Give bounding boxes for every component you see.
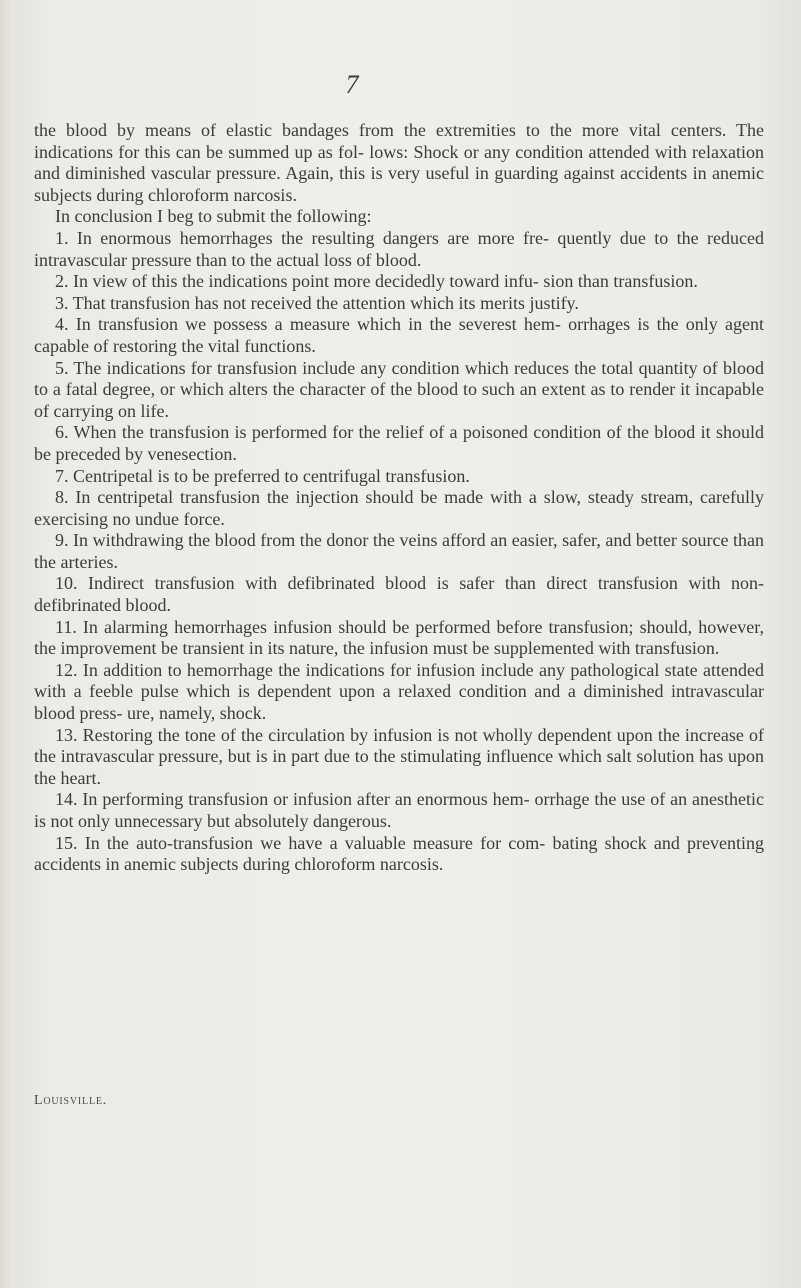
conclusion-item-13: 13. Restoring the tone of the circulation by infusion is not wholly dependent upon the increase of the intravascular pressure, but is in part due to the stimulating influence which salt solution has upon the heart. (34, 724, 764, 788)
intro-paragraph: the blood by means of elastic bandages from the extremities to the more vital centers. The indications for this can be summed up as fol- lows: Shock or any condition attended with relaxation and diminished vascular pressure. Again, this is very useful in guarding against accidents in anemic subjects during chloroform narcosis. (34, 120, 764, 205)
conclusion-item-5: 5. The indications for transfusion include any condition which reduces the total quantity of blood to a fatal degree, or which alters the character of the blood to such an extent as to render it incapable of carrying on life. (34, 357, 764, 421)
page-binding-edge (0, 0, 14, 1288)
conclusion-item-11: 11. In alarming hemorrhages infusion should be performed before transfusion; should, however, the improvement be transient in its nature, the infusion must be supplemented with transfusion. (34, 616, 764, 659)
conclusion-item-14: 14. In performing transfusion or infusion after an enormous hem- orrhage the use of an anesthetic is not only unnecessary but absolutely dangerous. (34, 789, 764, 831)
conclusion-item-9: 9. In withdrawing the blood from the donor the veins afford an easier, safer, and better source than the arteries. (34, 530, 764, 572)
conclusion-item-15: 15. In the auto-transfusion we have a valuable measure for com- bating shock and preventing accidents in anemic subjects during chloroform narcosis. (34, 832, 764, 875)
body-text (34, 120, 764, 876)
conclusion-item-8: 8. In centripetal transfusion the injection should be made with a slow, steady stream, carefully exercising no undue force. (34, 487, 764, 529)
conclusion-item-4: 4. In transfusion we possess a measure which in the severest hem- orrhages is the only agent capable of restoring the vital functions. (34, 314, 764, 356)
conclusion-item-3: 3. That transfusion has not received the attention which its merits justify. (55, 292, 579, 313)
conclusion-item-12: 12. In addition to hemorrhage the indications for infusion include any pathological state attended with a feeble pulse which is dependent upon a relaxed condition and a diminished intravascular blood press- ure, namely, shock. (34, 659, 764, 724)
conclusion-item-7: 7. Centripetal is to be preferred to centrifugal transfusion. (55, 465, 470, 486)
conclusion-intro: In conclusion I beg to submit the following: (55, 206, 372, 227)
signature-place: Louisville. (34, 1093, 108, 1108)
conclusion-item-10: 10. Indirect transfusion with defibrinated blood is safer than direct transfusion with non-defibrinated blood. (34, 573, 764, 616)
conclusion-item-6: 6. When the transfusion is performed for the relief of a poisoned condition of the blood it should be preceded by venesection. (34, 422, 764, 464)
page-number: 7 (345, 70, 359, 99)
conclusion-item-1: 1. In enormous hemorrhages the resulting dangers are more fre- quently due to the reduced intravascular pressure than to the actual loss of blood. (34, 227, 764, 270)
conclusion-item-2: 2. In view of this the indications point more decidedly toward infu- sion than transfusion. (55, 271, 698, 292)
